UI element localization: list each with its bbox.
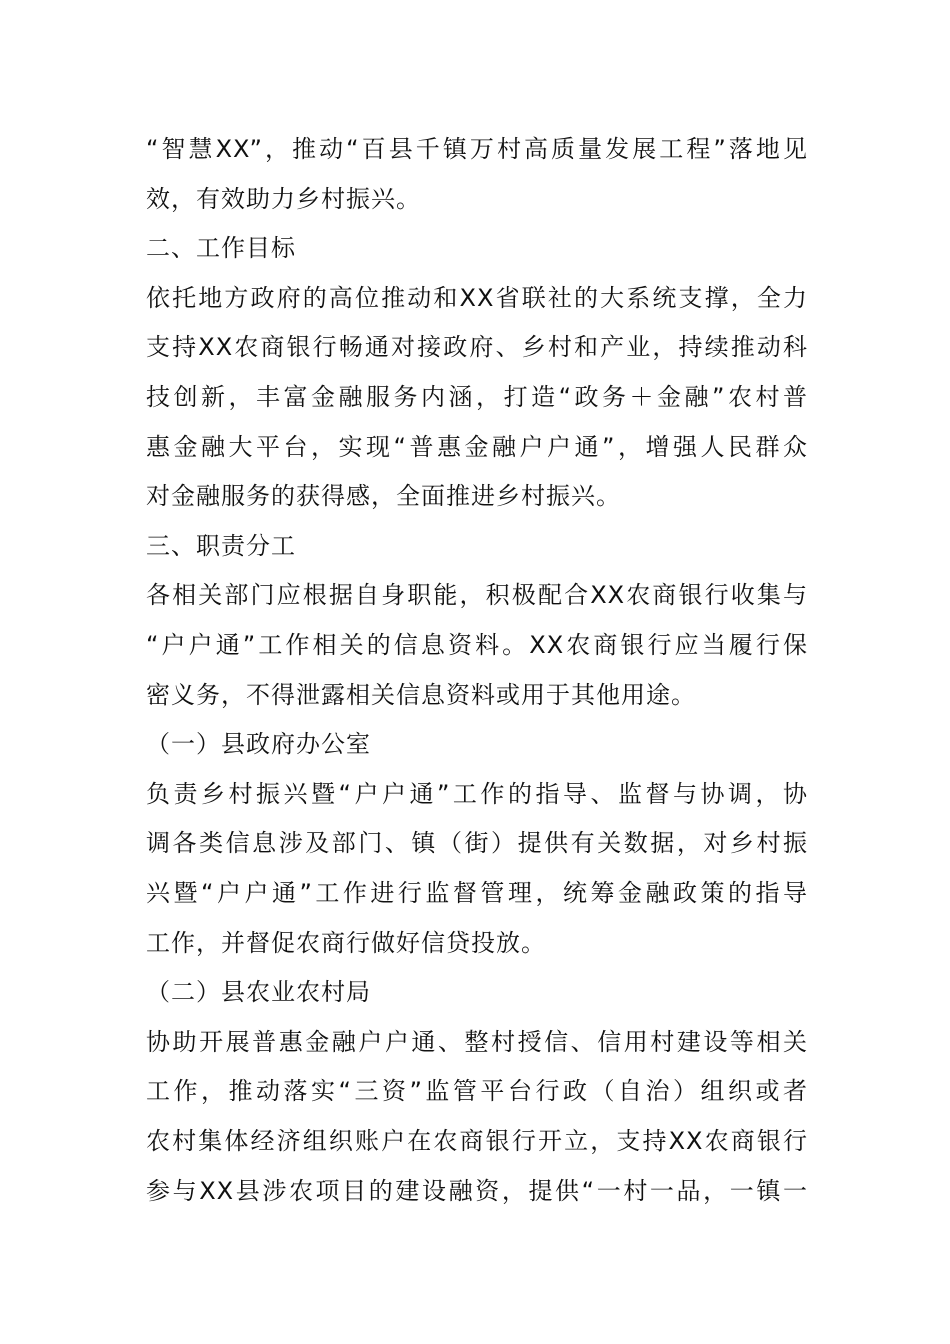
text-line: 工作，并督促农商行做好信贷投放。 xyxy=(146,928,546,957)
text-line: 参与XX县涉农项目的建设融资，提供“一村一品，一镇一 xyxy=(146,1176,808,1205)
text-line: 依托地方政府的高位推动和XX省联社的大系统支撑，全力 xyxy=(146,283,808,312)
text-line: 负责乡村振兴暨“户户通”工作的指导、监督与协调，协 xyxy=(146,779,808,808)
text-line: 惠金融大平台，实现“普惠金融户户通”，增强人民群众 xyxy=(146,432,808,461)
text-line: 各相关部门应根据自身职能，积极配合XX农商银行收集与 xyxy=(146,581,808,610)
text-line: 二、工作目标 xyxy=(146,234,296,263)
text-line: （二）县农业农村局 xyxy=(146,978,371,1007)
text-line: 对金融服务的获得感，全面推进乡村振兴。 xyxy=(146,482,621,511)
text-line: 兴暨“户户通”工作进行监督管理，统筹金融政策的指导 xyxy=(146,879,808,907)
text-line: “智慧XX”，推动“百县千镇万村高质量发展工程”落地见 xyxy=(146,135,808,163)
text-line: 技创新，丰富金融服务内涵，打造“政务＋金融”农村普 xyxy=(146,383,808,411)
text-line: “户户通”工作相关的信息资料。XX农商银行应当履行保 xyxy=(146,631,808,659)
text-line: 调各类信息涉及部门、镇（街）提供有关数据，对乡村振 xyxy=(146,829,808,858)
text-line: 支持XX农商银行畅通对接政府、乡村和产业，持续推动科 xyxy=(146,333,808,362)
text-line: （一）县政府办公室 xyxy=(146,730,371,759)
text-line: 农村集体经济组织账户在农商银行开立，支持XX农商银行 xyxy=(146,1127,808,1155)
text-line: 密义务，不得泄露相关信息资料或用于其他用途。 xyxy=(146,680,696,709)
text-line: 工作，推动落实“三资”监管平台行政（自治）组织或者 xyxy=(146,1077,808,1106)
text-line: 三、职责分工 xyxy=(146,531,296,560)
text-line: 效，有效助力乡村振兴。 xyxy=(146,184,421,213)
text-line: 协助开展普惠金融户户通、整村授信、信用村建设等相关 xyxy=(146,1027,808,1056)
